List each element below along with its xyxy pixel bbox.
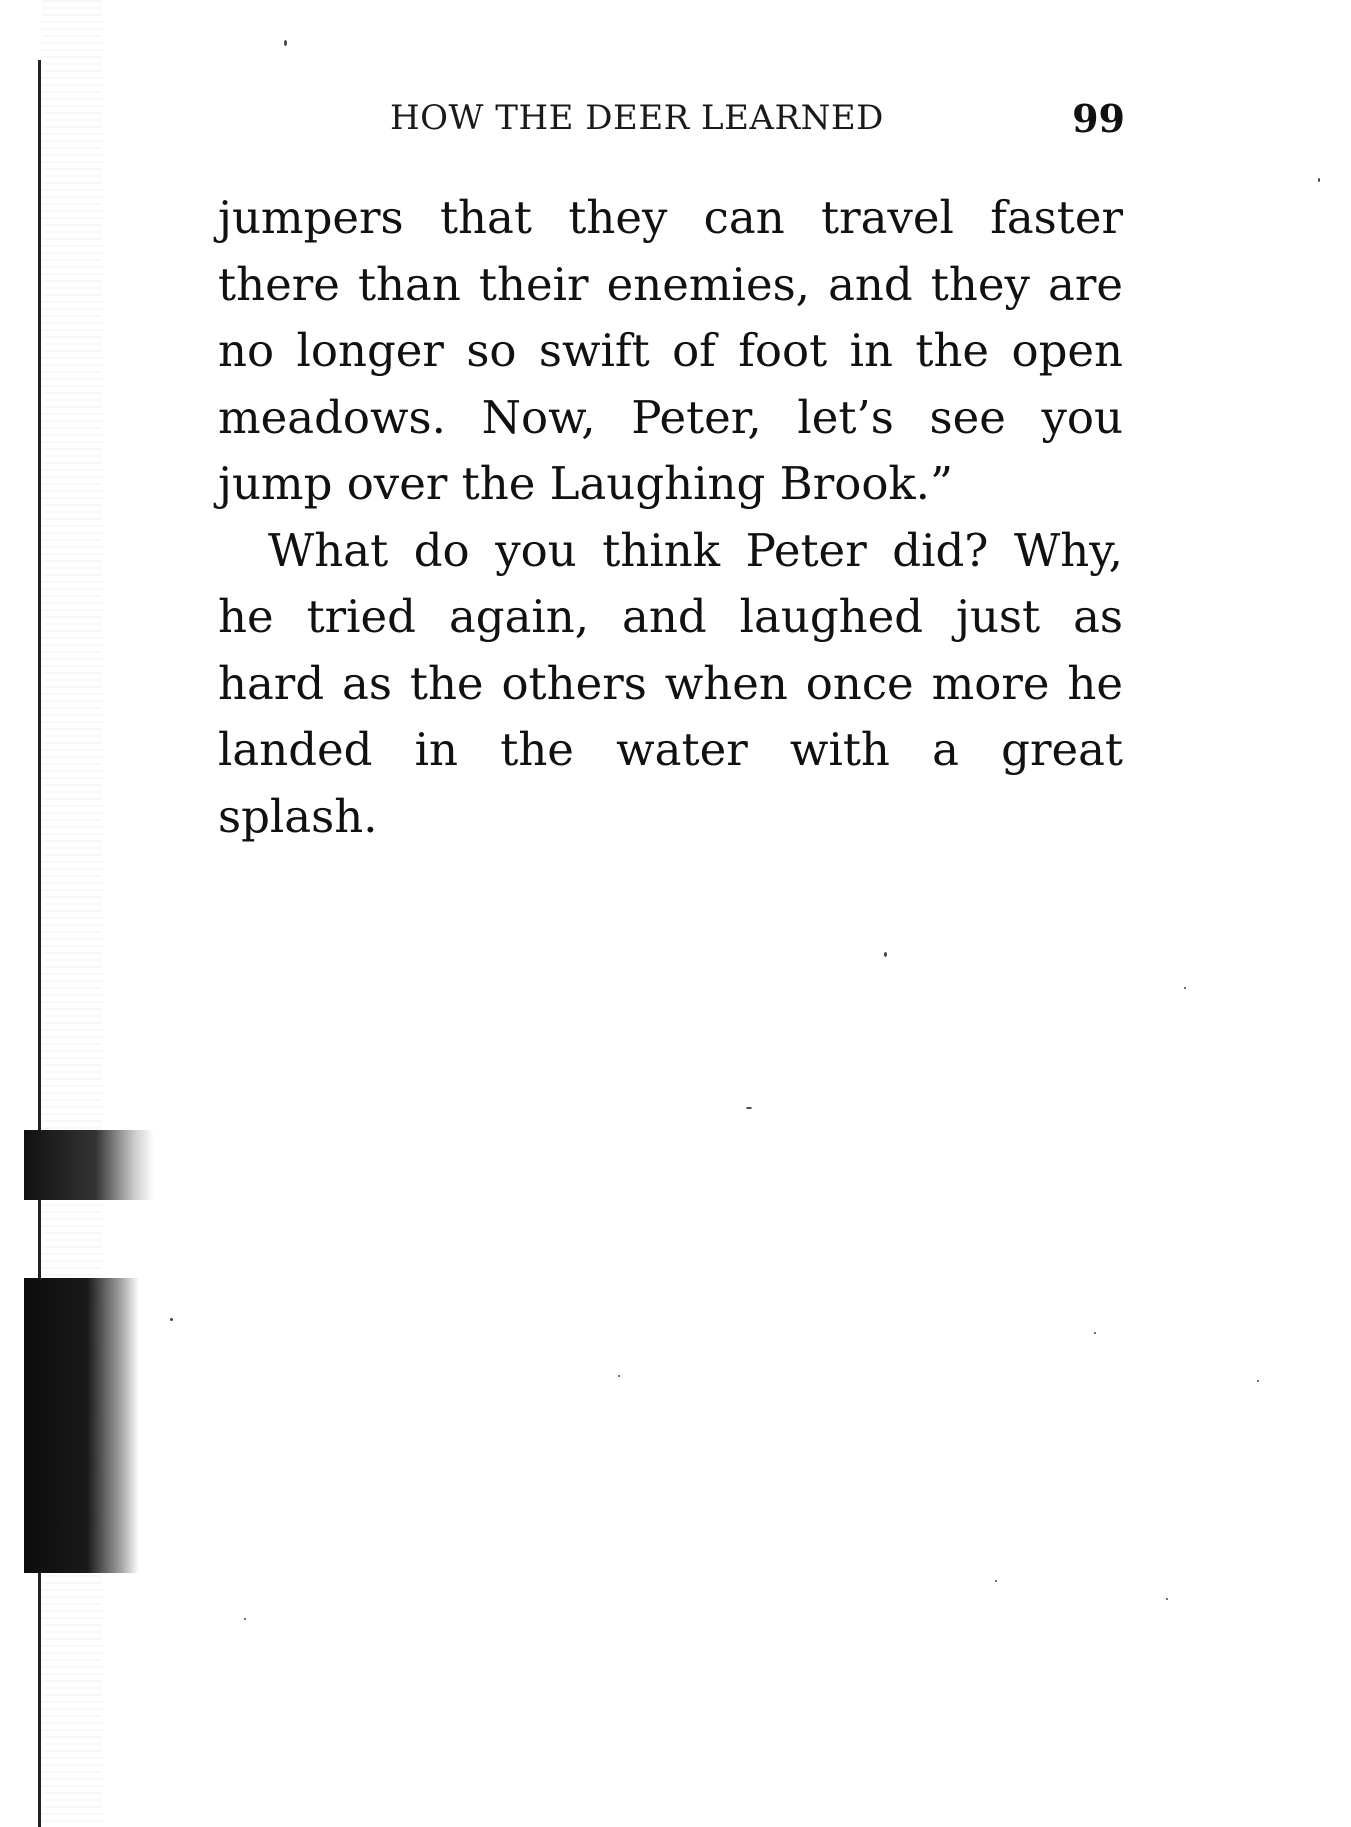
scan-speck	[618, 1375, 620, 1377]
scan-speck	[995, 1580, 997, 1582]
paragraph: jumpers that they can travel faster there than their enemies, and they are no longer so swift of foot in the open meadows. Now, Peter, let’s see you jump over the Laughing Brook.”	[218, 191, 1123, 510]
paragraph: What do you think Peter did? Why, he tried again, and laughed just as hard as the others when once more he landed in the water with a great splash.	[218, 523, 1123, 843]
scan-speck	[1184, 987, 1186, 989]
scan-artifact	[24, 1130, 154, 1200]
scan-speck	[1094, 1332, 1096, 1334]
running-head	[390, 98, 1125, 142]
scan-speck	[170, 1318, 173, 1321]
scan-speck	[746, 1107, 752, 1109]
chapter-title: HOW THE DEER LEARNED	[390, 98, 884, 138]
scan-speck	[284, 40, 287, 46]
scan-speck	[1257, 1380, 1259, 1382]
body-text	[218, 185, 1123, 850]
scan-speck	[1318, 178, 1320, 182]
page-number: 99	[1072, 96, 1125, 141]
scan-speck	[884, 952, 887, 957]
scan-speck	[244, 1618, 246, 1620]
scan-speck	[1166, 1598, 1168, 1600]
scan-artifact	[24, 1278, 139, 1573]
